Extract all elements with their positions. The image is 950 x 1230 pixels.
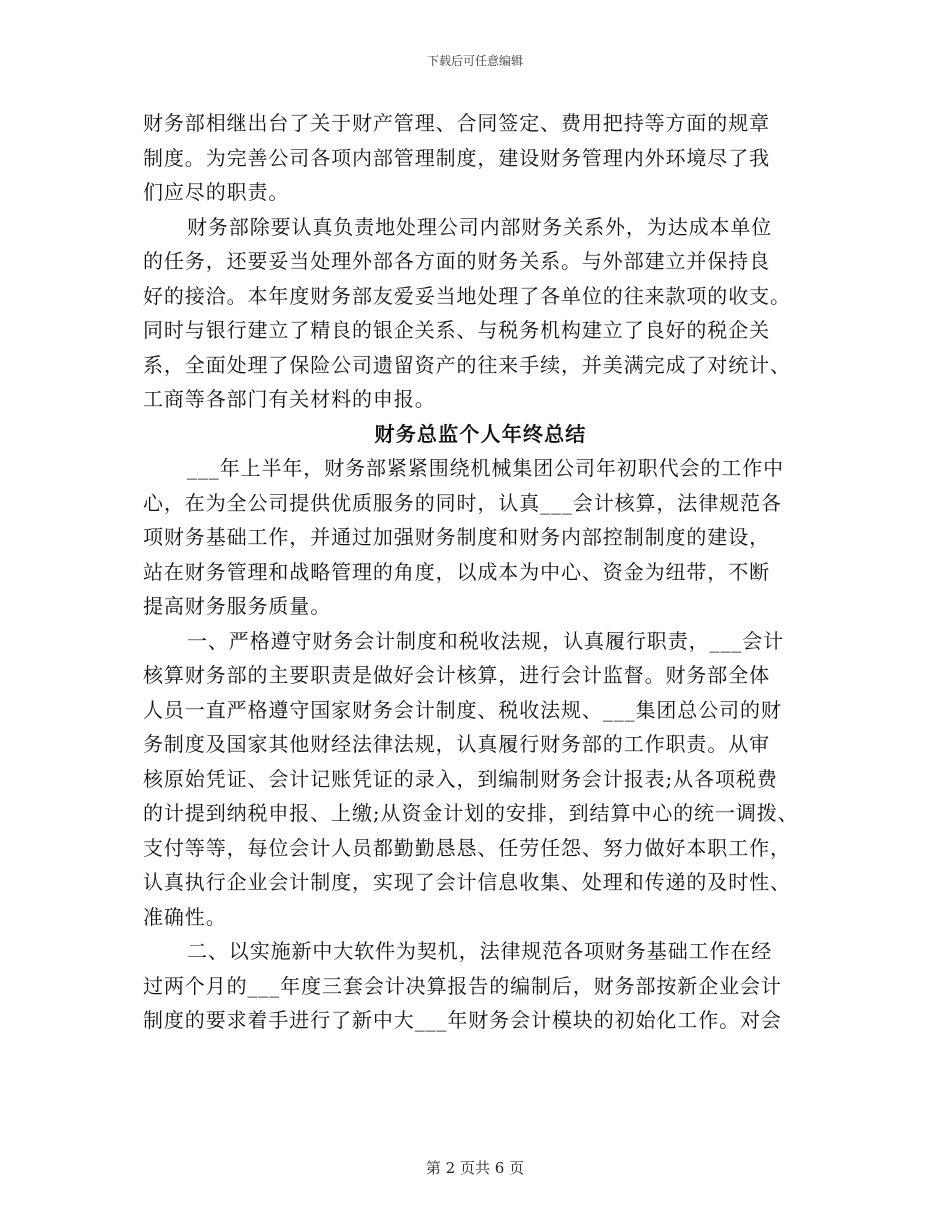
text-line: 站在财务管理和战略管理的角度，以成本为中心、资金为纽带，不断 xyxy=(143,559,770,584)
page-footer: 第 2 页共 6 页 xyxy=(425,1159,525,1177)
text-line: 制度。为完善公司各项内部管理制度，建设财务管理内外环境尽了我 xyxy=(143,145,770,170)
text-line: 项财务基础工作，并通过加强财务制度和财务内部控制制度的建设， xyxy=(143,525,770,549)
text-line: 心，在为全公司提供优质服务的同时，认真___会计核算，法律规范各 xyxy=(143,490,782,515)
text-line: 支付等等，每位会计人员都勤勤恳恳、任劳任怨、努力做好本职工作， xyxy=(143,835,791,860)
text-line: 务制度及国家其他财经法律法规，认真履行财务部的工作职责。从审 xyxy=(143,732,770,756)
text-line: 的任务，还要妥当处理外部各方面的财务关系。与外部建立并保持良 xyxy=(143,249,770,273)
document-body xyxy=(143,106,818,1038)
text-line: 制度的要求着手进行了新中大___年财务会计模块的初始化工作。对会 xyxy=(143,1008,782,1032)
text-line: 同时与银行建立了精良的银企关系、与税务机构建立了良好的税企关 xyxy=(143,318,770,342)
text-line: 核算财务部的主要职责是做好会计核算，进行会计监督。财务部全体 xyxy=(143,663,770,687)
text-line: ___年上半年，财务部紧紧围绕机械集团公司年初职代会的工作中 xyxy=(187,456,784,480)
text-line: 准确性。 xyxy=(143,904,227,929)
text-line: 们应尽的职责。 xyxy=(143,180,290,204)
text-line: 二、以实施新中大软件为契机，法律规范各项财务基础工作在经 xyxy=(187,939,773,963)
text-line: 核原始凭证、会计记账凭证的录入，到编制财务会计报表;从各项税费 xyxy=(143,766,778,791)
text-line: 一、严格遵守财务会计制度和税收法规，认真履行职责，___会计 xyxy=(187,628,784,653)
text-line: 的计提到纳税申报、上缴;从资金计划的安排，到结算中心的统一调拨、 xyxy=(143,801,799,825)
section-title: 财务总监个人年终总结 xyxy=(374,421,587,446)
text-line: 提高财务服务质量。 xyxy=(143,594,332,618)
text-line: 认真执行企业会计制度，实现了会计信息收集、处理和传递的及时性、 xyxy=(143,870,791,894)
text-line: 财务部除要认真负责地处理公司内部财务关系外，为达成本单位 xyxy=(187,214,773,239)
text-line: 系，全面处理了保险公司遗留资产的往来手续，并美满完成了对统计、 xyxy=(143,352,791,377)
text-line: 工商等各部门有关材料的申报。 xyxy=(143,387,436,411)
text-line: 过两个月的___年度三套会计决算报告的编制后，财务部按新企业会计 xyxy=(143,973,782,998)
text-line: 人员一直严格遵守国家财务会计制度、税收法规、___集团总公司的财 xyxy=(143,697,782,722)
text-line: 财务部相继出台了关于财产管理、合同签定、费用把持等方面的规章 xyxy=(143,111,770,135)
header-note: 下载后可任意编辑 xyxy=(426,54,523,68)
text-line: 好的接洽。本年度财务部友爱妥当地处理了各单位的往来款项的收支。 xyxy=(143,283,791,308)
